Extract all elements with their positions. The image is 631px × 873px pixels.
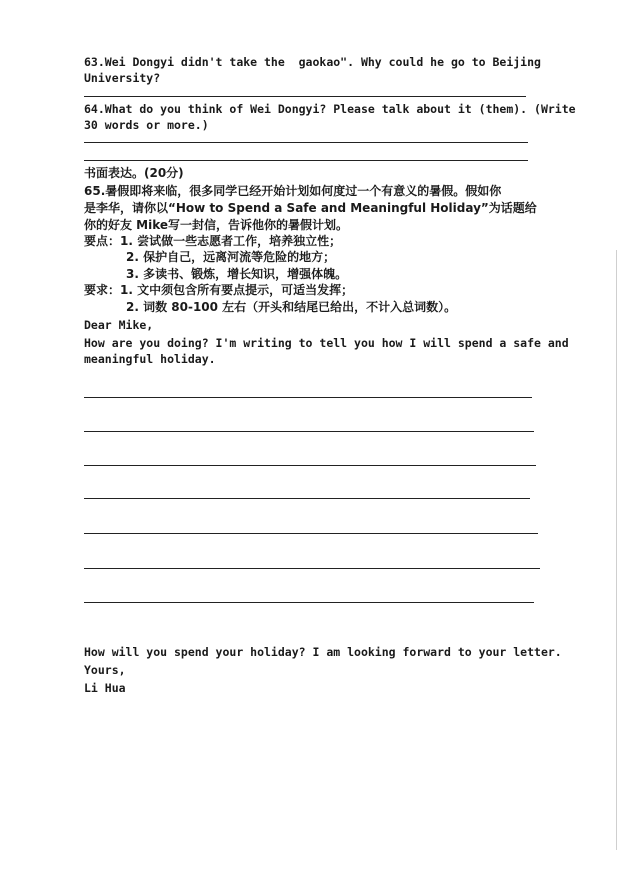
q64-line2: 30 words or more.) <box>84 118 209 132</box>
writing-line-4[interactable] <box>84 498 530 499</box>
points-line1: 要点：1. 尝试做一些志愿者工作，培养独立性； <box>84 234 342 248</box>
writing-line-1[interactable] <box>84 397 532 398</box>
letter-name: Li Hua <box>84 681 126 695</box>
requirements-line1: 要求：1. 文中须包含所有要点提示，可适当发挥； <box>84 283 354 297</box>
answer-line-64b[interactable] <box>84 160 528 161</box>
writing-line-6[interactable] <box>84 568 540 569</box>
writing-heading: 书面表达。(20分) <box>84 166 184 180</box>
letter-opening-line2: meaningful holiday. <box>84 352 216 366</box>
writing-prompt-line1: 65.暑假即将来临，很多同学已经开始计划如何度过一个有意义的暑假。假如你 <box>84 184 502 198</box>
points-line3: 3. 多读书、锻炼，增长知识，增强体魄。 <box>126 267 348 281</box>
answer-line-63[interactable] <box>84 96 526 97</box>
q63-line2: University? <box>84 71 161 85</box>
q63-line1: 63.Wei Dongyi didn't take the gaokao". Why could he go to Beijing <box>84 55 541 69</box>
writing-prompt-line3: 你的好友 Mike写一封信，告诉他你的暑假计划。 <box>84 218 349 232</box>
requirements-line2: 2. 词数 80-100 左右（开头和结尾已给出，不计入总词数）。 <box>126 300 457 314</box>
letter-signoff: Yours, <box>84 663 126 677</box>
letter-opening-line1: How are you doing? I'm writing to tell you how I will spend a safe and <box>84 336 569 350</box>
writing-line-3[interactable] <box>84 465 536 466</box>
points-line2: 2. 保护自己，远离河流等危险的地方； <box>126 250 336 264</box>
writing-line-2[interactable] <box>84 431 534 432</box>
page-edge-line <box>616 250 617 850</box>
writing-line-5[interactable] <box>84 533 538 534</box>
writing-line-7[interactable] <box>84 602 534 603</box>
writing-prompt-line2: 是李华，请你以“How to Spend a Safe and Meaningful Holiday”为话题给 <box>84 201 537 215</box>
letter-closing: How will you spend your holiday? I am looking forward to your letter. <box>84 645 562 659</box>
letter-greeting: Dear Mike, <box>84 318 154 332</box>
answer-line-64a[interactable] <box>84 142 528 143</box>
q64-line1: 64.What do you think of Wei Dongyi? Please talk about it (them). (Write <box>84 102 576 116</box>
